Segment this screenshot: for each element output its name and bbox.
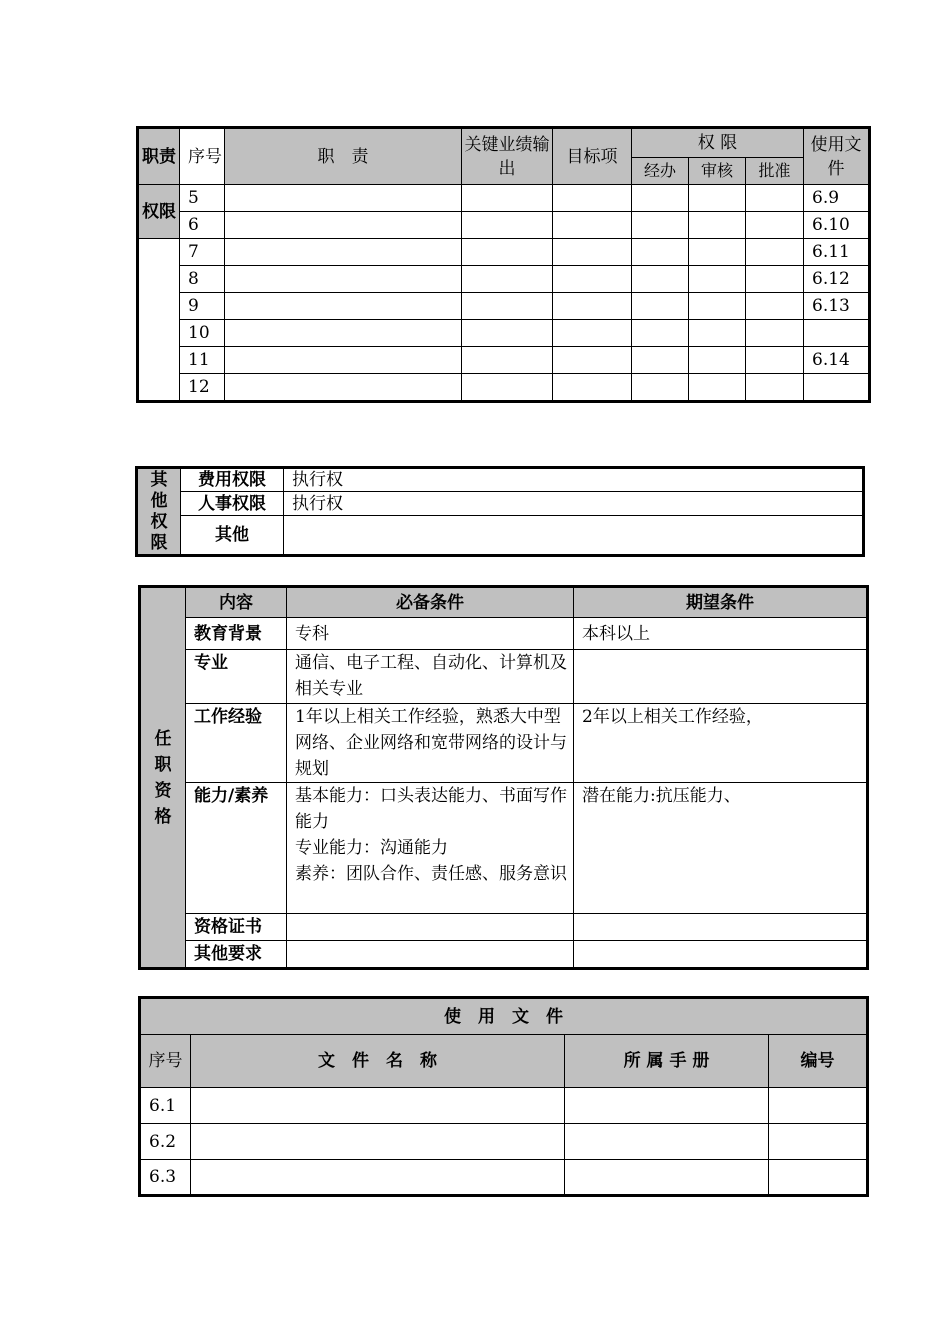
qual-required: [287, 914, 574, 941]
row-seq: 5: [180, 185, 225, 212]
doc-header-name: 文 件 名 称: [191, 1035, 565, 1088]
qual-expected: [574, 650, 868, 704]
header-authority: 权 限: [632, 128, 804, 158]
side-label-other-rights: 其他权限: [137, 468, 181, 556]
rights-value: [284, 516, 864, 556]
doc-header-code: 编号: [769, 1035, 868, 1088]
qual-required: [287, 783, 574, 914]
row-seq: 9: [180, 293, 225, 320]
qual-expected: 本科以上: [574, 618, 868, 650]
documents-table: [138, 996, 869, 1197]
header-review: 审核: [689, 158, 746, 185]
row-seq: 11: [180, 347, 225, 374]
header-target: 目标项: [553, 128, 632, 185]
qual-label: 能力/素养: [186, 783, 287, 914]
qual-required-line: 素养：团队合作、责任感、服务意识: [295, 864, 567, 884]
qual-required: 专科: [287, 618, 574, 650]
header-seq: 序号: [180, 128, 225, 185]
qual-expected: 2年以上相关工作经验，: [574, 704, 868, 783]
qual-expected: 潜在能力:抗压能力、: [574, 783, 868, 914]
row-seq: 12: [180, 374, 225, 402]
qual-required-line: 基本能力：口头表达能力、书面写作能力: [295, 786, 567, 832]
row-doc: 6.10: [804, 212, 870, 239]
rights-label: 费用权限: [181, 468, 284, 492]
qual-expected: [574, 914, 868, 941]
doc-seq: 6.3: [140, 1160, 191, 1196]
qual-required: 1年以上相关工作经验，熟悉大中型网络、企业网络和宽带网络的设计与规划: [287, 704, 574, 783]
qual-label: 工作经验: [186, 704, 287, 783]
row-doc: [804, 320, 870, 347]
rights-label: 其他: [181, 516, 284, 556]
side-label-duties: 职责: [138, 128, 180, 185]
header-kpi: 关键业绩输出: [462, 128, 553, 185]
qual-expected: [574, 941, 868, 969]
header-approve: 批准: [746, 158, 804, 185]
side-label-rights: 权限: [138, 185, 180, 239]
rights-label: 人事权限: [181, 492, 284, 516]
qual-required: 通信、电子工程、自动化、计算机及相关专业: [287, 650, 574, 704]
duties-table: [136, 126, 871, 403]
header-required: 必备条件: [287, 587, 574, 618]
qual-label: 资格证书: [186, 914, 287, 941]
row-seq: 7: [180, 239, 225, 266]
header-content: 内容: [186, 587, 287, 618]
row-doc: [804, 374, 870, 402]
row-doc: 6.14: [804, 347, 870, 374]
doc-seq: 6.2: [140, 1124, 191, 1160]
doc-seq: 6.1: [140, 1088, 191, 1124]
qual-required-line: 专业能力：沟通能力: [295, 838, 448, 858]
qualifications-table: [138, 585, 869, 970]
qual-label: 专业: [186, 650, 287, 704]
row-seq: 8: [180, 266, 225, 293]
rights-value: 执行权: [284, 468, 864, 492]
rights-value: 执行权: [284, 492, 864, 516]
qual-label: 其他要求: [186, 941, 287, 969]
qual-label: 教育背景: [186, 618, 287, 650]
row-doc: 6.12: [804, 266, 870, 293]
duty-cell: [225, 185, 462, 212]
row-seq: 6: [180, 212, 225, 239]
header-docs: 使用文件: [804, 128, 870, 185]
doc-header-manual: 所 属 手 册: [565, 1035, 769, 1088]
doc-header-seq: 序号: [140, 1035, 191, 1088]
header-expected: 期望条件: [574, 587, 868, 618]
header-handle: 经办: [632, 158, 689, 185]
other-rights-table: [135, 466, 865, 557]
documents-title: 使 用 文 件: [140, 998, 868, 1035]
header-duty: 职 责: [225, 128, 462, 185]
row-doc: 6.9: [804, 185, 870, 212]
side-label-qualifications: 任职资格: [140, 587, 186, 969]
row-doc: 6.11: [804, 239, 870, 266]
row-doc: 6.13: [804, 293, 870, 320]
row-seq: 10: [180, 320, 225, 347]
qual-required: [287, 941, 574, 969]
